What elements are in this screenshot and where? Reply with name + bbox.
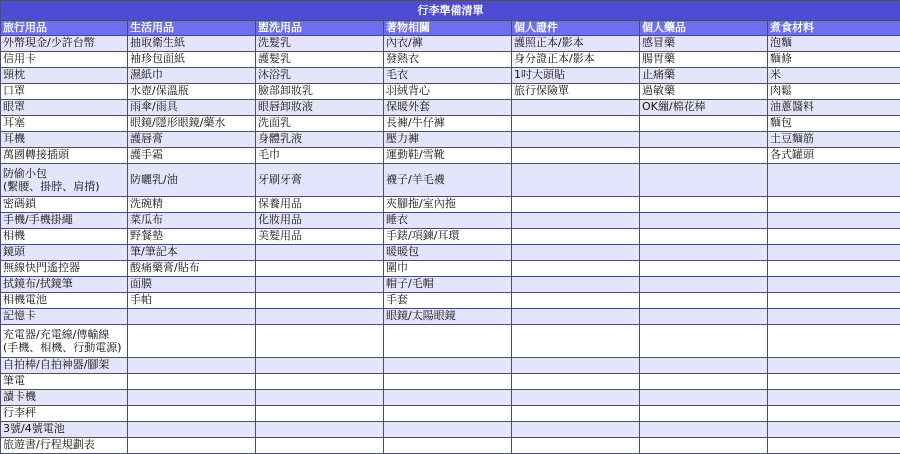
table-cell: 夾腳拖/室內拖 xyxy=(384,196,512,212)
table-cell: 臉部卸妝乳 xyxy=(256,83,384,99)
table-cell: 自拍棒/自拍神器/腳架 xyxy=(1,357,128,373)
table-cell xyxy=(512,260,640,276)
table-cell: 護手霜 xyxy=(128,147,256,163)
table-cell xyxy=(512,99,640,115)
table-row xyxy=(1,373,900,389)
table-cell: 身體乳液 xyxy=(256,131,384,147)
table-cell: 洗面乳 xyxy=(256,115,384,131)
table-row xyxy=(1,324,900,357)
table-cell: 肉鬆 xyxy=(768,83,900,99)
table-cell xyxy=(512,389,640,405)
table-cell xyxy=(768,228,900,244)
table-cell xyxy=(128,405,256,421)
table-cell: 拭鏡布/拭鏡筆 xyxy=(1,276,128,292)
table-row xyxy=(1,308,900,324)
table-cell xyxy=(512,131,640,147)
table-cell xyxy=(512,437,640,453)
table-row xyxy=(1,36,900,52)
table-cell: 各式罐頭 xyxy=(768,147,900,163)
table-cell: 感冒藥 xyxy=(640,36,768,52)
table-cell xyxy=(640,163,768,196)
table-row xyxy=(1,228,900,244)
table-cell: 護唇膏 xyxy=(128,131,256,147)
table-cell xyxy=(128,324,256,357)
table-cell xyxy=(640,228,768,244)
table-cell xyxy=(256,308,384,324)
table-cell: 外幣現金/少許台幣 xyxy=(1,36,128,52)
table-cell: 信用卡 xyxy=(1,51,128,67)
column-header: 旅行用品 xyxy=(1,21,128,36)
table-cell: 止痛藥 xyxy=(640,67,768,83)
table-cell xyxy=(640,308,768,324)
table-cell: 眼罩 xyxy=(1,99,128,115)
table-cell xyxy=(768,276,900,292)
table-cell xyxy=(256,405,384,421)
table-cell xyxy=(768,389,900,405)
table-cell xyxy=(640,115,768,131)
table-cell: 保養用品 xyxy=(256,196,384,212)
table-cell: 身分證正本/影本 xyxy=(512,51,640,67)
table-row xyxy=(1,292,900,308)
table-cell xyxy=(256,292,384,308)
table-cell: 防曬乳/油 xyxy=(128,163,256,196)
table-cell: 麵包 xyxy=(768,115,900,131)
table-cell: 保暖外套 xyxy=(384,99,512,115)
table-cell: 讀卡機 xyxy=(1,389,128,405)
table-row xyxy=(1,212,900,228)
table-cell: 無線快門遙控器 xyxy=(1,260,128,276)
table-cell: 酸痛藥膏/貼布 xyxy=(128,260,256,276)
table-cell: 耳塞 xyxy=(1,115,128,131)
table-cell: 沐浴乳 xyxy=(256,67,384,83)
table-cell: 水壺/保溫瓶 xyxy=(128,83,256,99)
table-cell xyxy=(256,421,384,437)
table-cell xyxy=(512,357,640,373)
table-cell: 防偷小包 (繫腰、掛脖、肩揹) xyxy=(1,163,128,196)
table-cell xyxy=(512,308,640,324)
table-cell xyxy=(256,437,384,453)
table-cell xyxy=(640,405,768,421)
table-cell xyxy=(384,373,512,389)
table-cell: 密碼鎖 xyxy=(1,196,128,212)
table-cell xyxy=(256,357,384,373)
table-cell: 洗髮乳 xyxy=(256,36,384,52)
table-cell xyxy=(256,276,384,292)
table-cell xyxy=(512,276,640,292)
column-header: 個人藥品 xyxy=(640,21,768,36)
table-row xyxy=(1,405,900,421)
table-cell xyxy=(768,308,900,324)
table-row xyxy=(1,115,900,131)
table-cell xyxy=(512,212,640,228)
table-cell: 手機/手機掛繩 xyxy=(1,212,128,228)
table-row xyxy=(1,276,900,292)
table-cell xyxy=(768,405,900,421)
table-cell: 記憶卡 xyxy=(1,308,128,324)
table-cell xyxy=(768,260,900,276)
table-cell xyxy=(256,389,384,405)
table-cell xyxy=(640,131,768,147)
table-cell xyxy=(128,421,256,437)
table-cell: 頸枕 xyxy=(1,67,128,83)
table-cell xyxy=(384,437,512,453)
table-cell: 旅遊書/行程規劃表 xyxy=(1,437,128,453)
table-cell: 圍巾 xyxy=(384,260,512,276)
table-cell xyxy=(640,389,768,405)
table-cell xyxy=(384,405,512,421)
table-row xyxy=(1,67,900,83)
table-cell: 米 xyxy=(768,67,900,83)
table-cell xyxy=(128,437,256,453)
table-cell xyxy=(512,324,640,357)
table-cell: 相機電池 xyxy=(1,292,128,308)
column-header: 生活用品 xyxy=(128,21,256,36)
table-cell: 內衣/褲 xyxy=(384,36,512,52)
table-row xyxy=(1,421,900,437)
table-cell: 運動鞋/雪靴 xyxy=(384,147,512,163)
table-row xyxy=(1,51,900,67)
table-cell xyxy=(512,115,640,131)
table-cell xyxy=(512,244,640,260)
column-header: 個人證件 xyxy=(512,21,640,36)
table-cell xyxy=(640,260,768,276)
table-cell: 睡衣 xyxy=(384,212,512,228)
table-cell: 眼鏡/太陽眼鏡 xyxy=(384,308,512,324)
column-header: 著物相關 xyxy=(384,21,512,36)
table-cell: 充電器/充電線/傳輸線 (手機、相機、行動電源) xyxy=(1,324,128,357)
table-cell xyxy=(768,437,900,453)
table-cell: 濕紙巾 xyxy=(128,67,256,83)
table-row xyxy=(1,389,900,405)
table-cell xyxy=(512,292,640,308)
table-cell xyxy=(128,373,256,389)
table-cell: 化妝用品 xyxy=(256,212,384,228)
sheet-title: 行李準備清單 xyxy=(1,1,900,21)
table-cell xyxy=(768,196,900,212)
table-cell: 3號/4號電池 xyxy=(1,421,128,437)
table-cell xyxy=(512,405,640,421)
table-cell: 眼鏡/隱形眼鏡/藥水 xyxy=(128,115,256,131)
table-cell xyxy=(512,163,640,196)
table-cell xyxy=(640,324,768,357)
table-cell: 筆電 xyxy=(1,373,128,389)
table-cell: 毛巾 xyxy=(256,147,384,163)
table-cell: 口罩 xyxy=(1,83,128,99)
table-cell: 壓力褲 xyxy=(384,131,512,147)
table-cell xyxy=(768,357,900,373)
table-cell xyxy=(640,212,768,228)
table-row xyxy=(1,131,900,147)
table-row xyxy=(1,244,900,260)
table-row xyxy=(1,357,900,373)
table-cell: 洗碗精 xyxy=(128,196,256,212)
table-cell xyxy=(768,244,900,260)
table-cell xyxy=(384,389,512,405)
table-cell xyxy=(768,163,900,196)
table-row xyxy=(1,147,900,163)
table-cell: 護照正本/影本 xyxy=(512,36,640,52)
table-cell xyxy=(512,421,640,437)
checklist-body xyxy=(1,36,900,454)
table-cell: 旅行保險單 xyxy=(512,83,640,99)
table-cell: 手帕 xyxy=(128,292,256,308)
table-cell xyxy=(512,373,640,389)
table-cell xyxy=(256,324,384,357)
table-cell xyxy=(256,244,384,260)
table-cell: OK繃/棉花棒 xyxy=(640,99,768,115)
table-cell: 麵條 xyxy=(768,51,900,67)
table-cell xyxy=(256,373,384,389)
table-cell xyxy=(128,357,256,373)
table-cell xyxy=(384,324,512,357)
table-cell: 腸胃藥 xyxy=(640,51,768,67)
table-cell: 野餐墊 xyxy=(128,228,256,244)
table-row xyxy=(1,99,900,115)
table-cell: 暖暖包 xyxy=(384,244,512,260)
table-cell xyxy=(256,260,384,276)
table-cell xyxy=(640,244,768,260)
table-cell: 耳機 xyxy=(1,131,128,147)
table-cell xyxy=(768,324,900,357)
table-cell: 鏡頭 xyxy=(1,244,128,260)
table-cell xyxy=(128,308,256,324)
table-cell: 護髮乳 xyxy=(256,51,384,67)
table-cell xyxy=(640,373,768,389)
column-header-row xyxy=(1,21,900,36)
table-cell: 袖珍包面紙 xyxy=(128,51,256,67)
table-cell: 牙刷牙膏 xyxy=(256,163,384,196)
table-cell: 毛衣 xyxy=(384,67,512,83)
table-cell xyxy=(128,389,256,405)
table-cell: 抽取衛生紙 xyxy=(128,36,256,52)
table-cell xyxy=(640,147,768,163)
table-cell xyxy=(640,196,768,212)
table-cell xyxy=(768,212,900,228)
table-cell: 油蔥醬料 xyxy=(768,99,900,115)
table-cell: 筆/筆記本 xyxy=(128,244,256,260)
table-row xyxy=(1,83,900,99)
table-row xyxy=(1,437,900,453)
table-cell xyxy=(640,357,768,373)
table-cell: 帽子/毛帽 xyxy=(384,276,512,292)
table-cell: 羽絨背心 xyxy=(384,83,512,99)
table-cell: 美髮用品 xyxy=(256,228,384,244)
table-cell xyxy=(512,196,640,212)
table-row xyxy=(1,163,900,196)
table-cell: 發熱衣 xyxy=(384,51,512,67)
table-cell: 泡麵 xyxy=(768,36,900,52)
table-cell xyxy=(512,228,640,244)
table-cell: 手套 xyxy=(384,292,512,308)
table-cell: 相機 xyxy=(1,228,128,244)
table-cell xyxy=(768,373,900,389)
table-cell xyxy=(640,437,768,453)
table-cell xyxy=(640,292,768,308)
table-row xyxy=(1,196,900,212)
table-cell: 行李秤 xyxy=(1,405,128,421)
table-cell: 襪子/羊毛襪 xyxy=(384,163,512,196)
table-cell: 面膜 xyxy=(128,276,256,292)
table-cell xyxy=(768,421,900,437)
table-cell xyxy=(640,421,768,437)
table-cell: 手錶/項鍊/耳環 xyxy=(384,228,512,244)
table-cell xyxy=(384,421,512,437)
table-cell: 長褲/牛仔褲 xyxy=(384,115,512,131)
table-cell: 雨傘/雨具 xyxy=(128,99,256,115)
table-cell: 土豆麵筋 xyxy=(768,131,900,147)
table-cell xyxy=(640,276,768,292)
table-cell: 眼唇卸妝液 xyxy=(256,99,384,115)
table-cell xyxy=(768,292,900,308)
table-row xyxy=(1,260,900,276)
table-cell: 萬國轉接插頭 xyxy=(1,147,128,163)
column-header: 煮食材料 xyxy=(768,21,900,36)
table-cell: 過敏藥 xyxy=(640,83,768,99)
table-cell xyxy=(384,357,512,373)
table-cell: 菜瓜布 xyxy=(128,212,256,228)
table-cell: 1吋大頭貼 xyxy=(512,67,640,83)
column-header: 盥洗用品 xyxy=(256,21,384,36)
table-cell xyxy=(512,147,640,163)
